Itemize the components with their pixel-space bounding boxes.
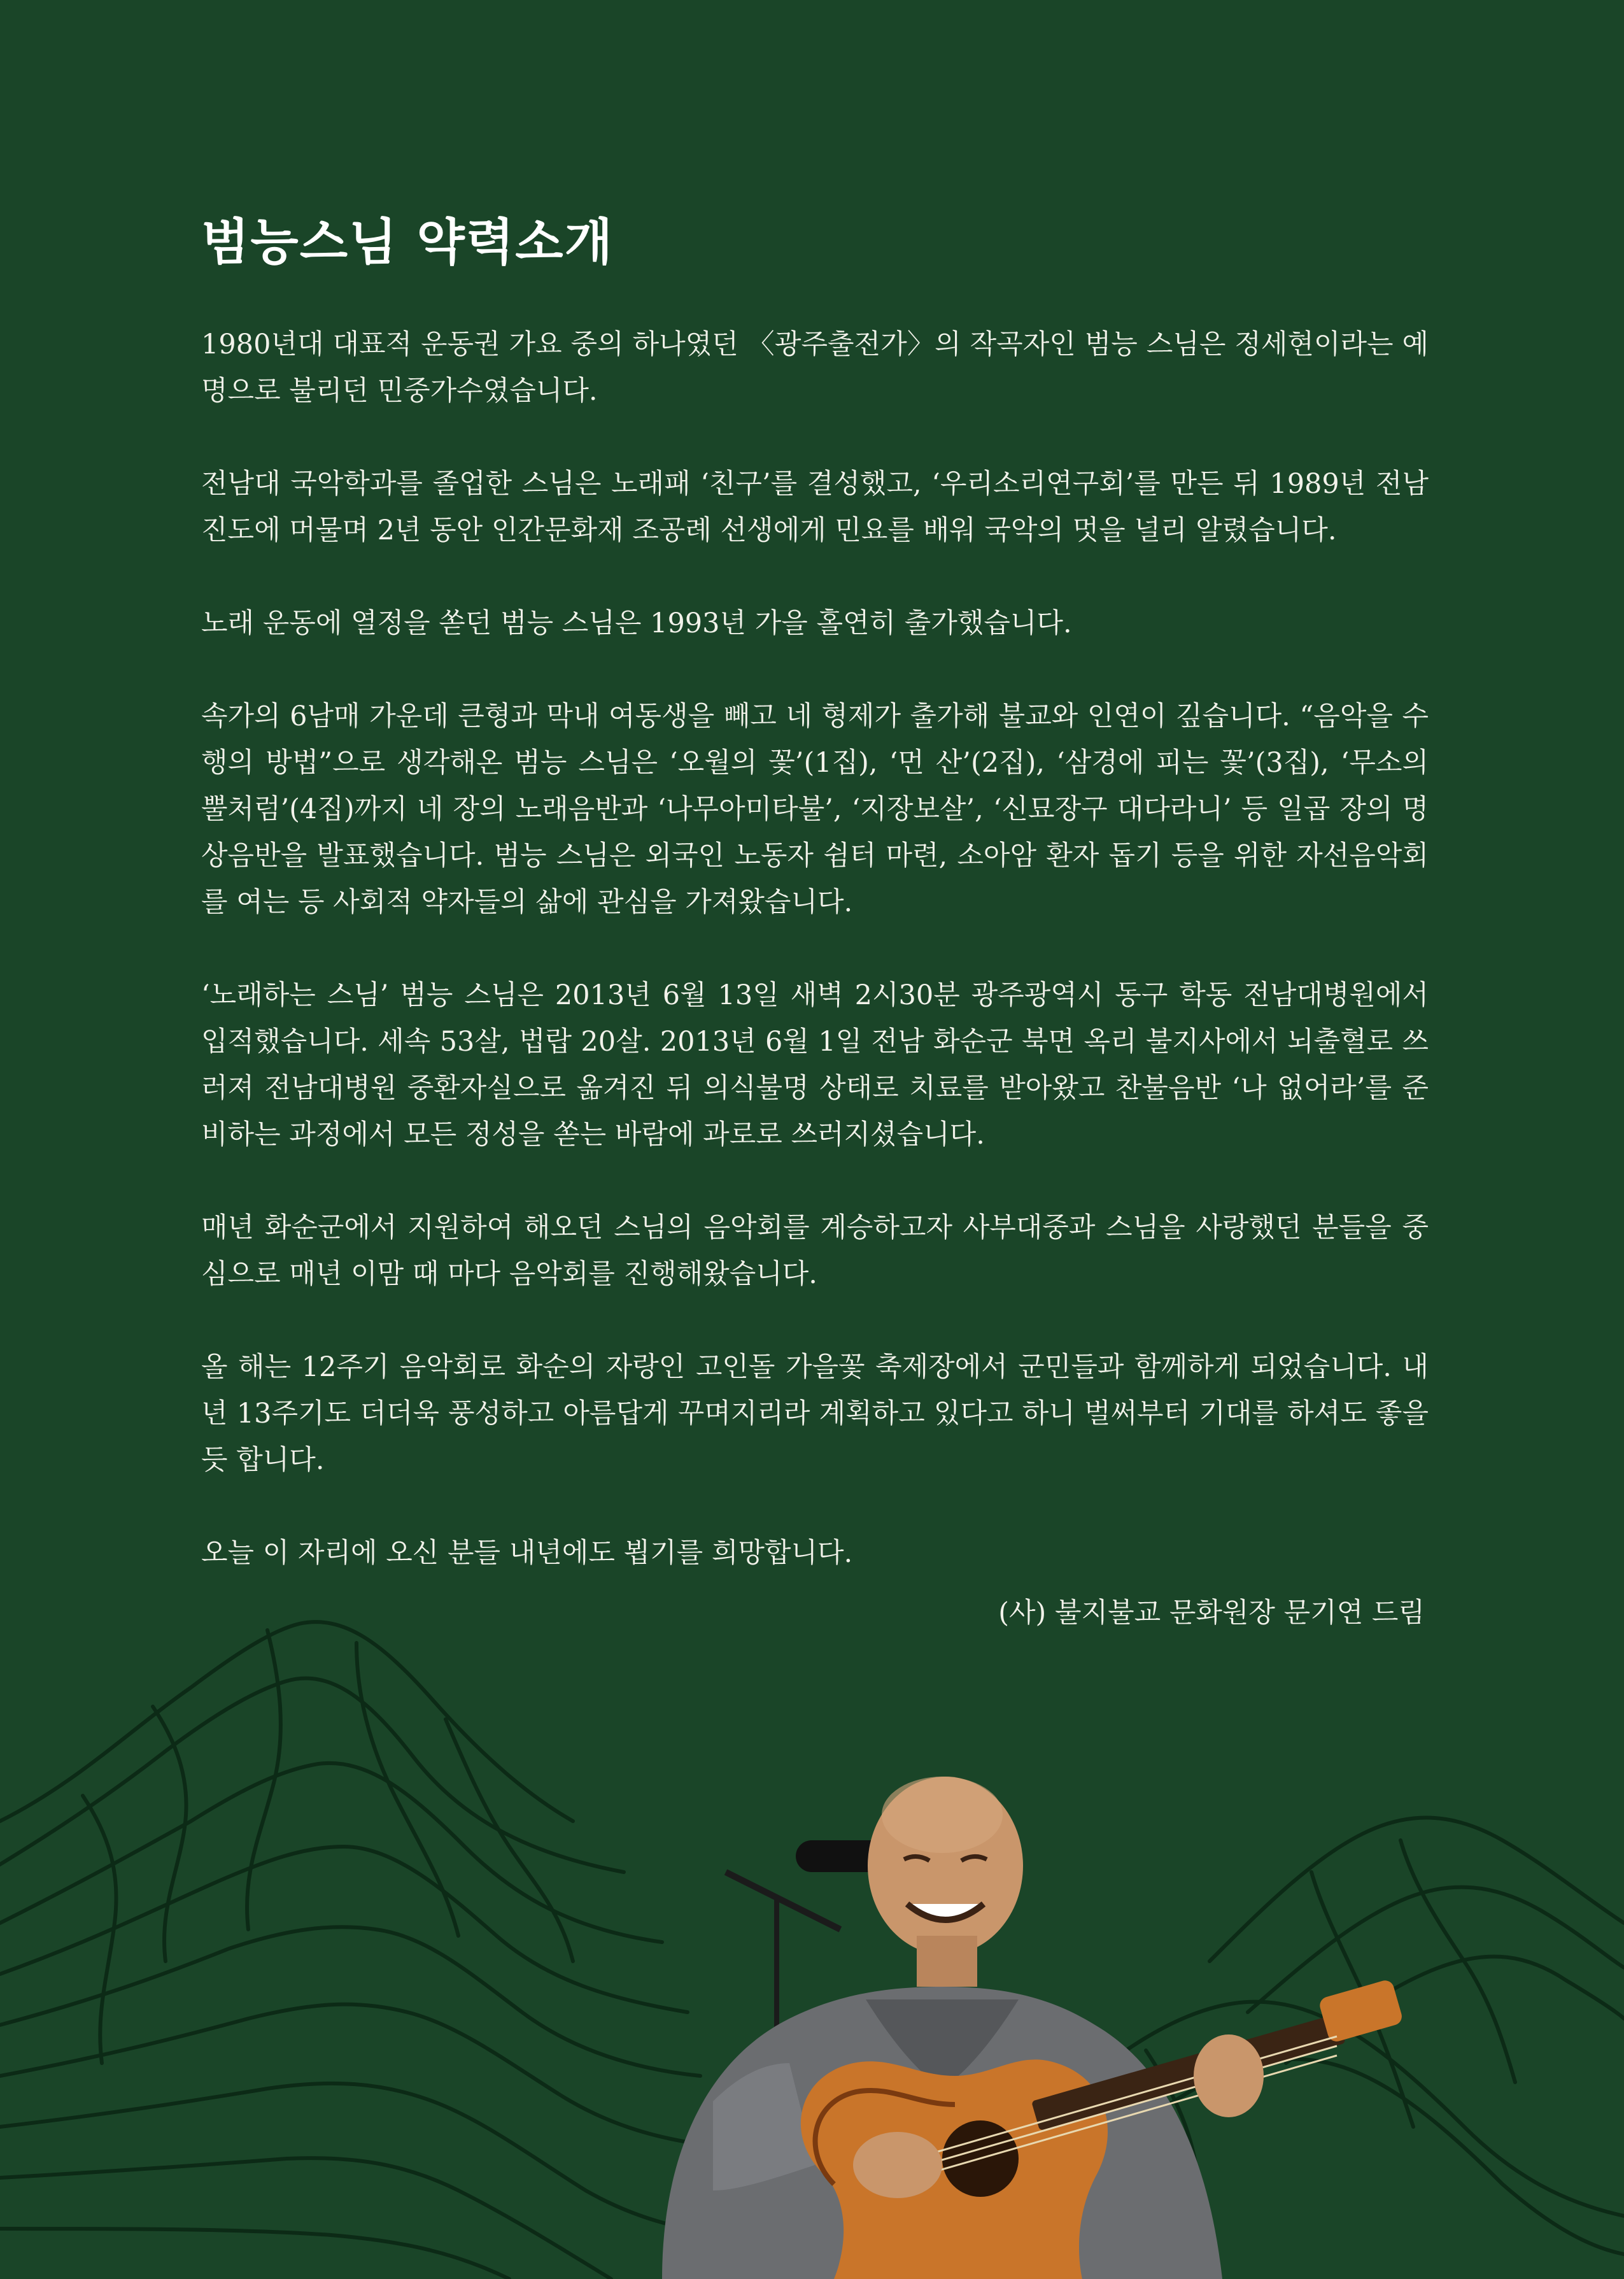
paragraph: 속가의 6남매 가운데 큰형과 막내 여동생을 빼고 네 형제가 출가해 불교와 인연이 깊습니다. “음악을 수행의 방법”으로 생각해온 범능 스님은 ‘오월의 꽃’(1집), ‘먼 산’(2집), ‘삼경에 피는 꽃’(3집), ‘무소의 뿔처럼’(4집)까지 네 장의 노래음반과 ‘나무아미타불’, ‘지장보살’, ‘신묘장구 대다라니’ 등 일곱 장의 명상음반을 발표했습니다. 범능 스님은 외국인 노동자 쉼터 마련, 소아암 환자 돕기 등을 위한 자선음악회를 여는 등 사회적 약자들의 삶에 관심을 가져왔습니다. — [201, 700, 1429, 918]
mic-stand-boom — [726, 1872, 840, 1929]
signature: (사) 불지불교 문화원장 문기연 드림 — [998, 1597, 1425, 1629]
paragraph: 매년 화순군에서 지원하여 해오던 스님의 음악회를 계승하고자 사부대중과 스님을 사랑했던 분들을 중심으로 매년 이맘 때 마다 음악회를 진행해왔습니다. — [201, 1212, 1429, 1290]
paragraph: 노래 운동에 열정을 쏟던 범능 스님은 1993년 가을 홀연히 출가했습니다. — [201, 607, 1072, 639]
paragraph: 전남대 국악학과를 졸업한 스님은 노래패 ‘친구’를 결성했고, ‘우리소리연구회’를 만든 뒤 1989년 전남 진도에 머물며 2년 동안 인간문화재 조공례 선생에게 민요를 배워 국악의 멋을 널리 알렸습니다. — [201, 468, 1429, 546]
left-hand — [1194, 2034, 1264, 2117]
paragraph: 1980년대 대표적 운동권 가요 중의 하나였던 〈광주출전가〉의 작곡자인 범능 스님은 정세현이라는 예명으로 불리던 민중가수였습니다. — [201, 329, 1429, 407]
page-title: 범능스님 약력소개 — [201, 213, 614, 271]
monk-guitar-photo — [624, 1719, 1413, 2279]
paragraph: 오늘 이 자리에 오신 분들 내년에도 뵙기를 희망합니다. — [201, 1537, 853, 1569]
paragraph: 올 해는 12주기 음악회로 화순의 자랑인 고인돌 가을꽃 축제장에서 군민들과 함께하게 되었습니다. 내년 13주기도 더더욱 풍성하고 아름답게 꾸며지리라 계획하고 있다고 하니 벌써부터 기대를 하셔도 좋을 듯 합니다. — [201, 1351, 1429, 1476]
right-hand — [853, 2132, 942, 2198]
paragraph: ‘노래하는 스님’ 범능 스님은 2013년 6월 13일 새벽 2시30분 광주광역시 동구 학동 전남대병원에서 입적했습니다. 세속 53살, 법랍 20살. 2013년 6월 1일 전남 화순군 북면 옥리 불지사에서 뇌출혈로 쓰러져 전남대병원 중환자실으로 옮겨진 뒤 의식불명 상태로 치료를 받아왔고 찬불음반 ‘나 없어라’를 준비하는 과정에서 모든 정성을 쏟는 바람에 과로로 쓰러지셨습니다. — [201, 979, 1429, 1151]
biography-body — [201, 322, 1429, 1623]
